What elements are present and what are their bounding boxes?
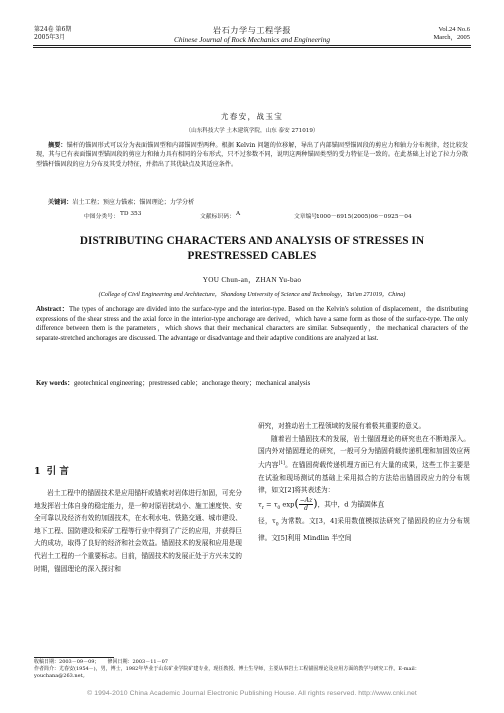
- formula-paren-open: (: [294, 497, 299, 510]
- section-heading: [34, 463, 69, 477]
- formula-exp: exp: [280, 500, 295, 509]
- intro-p2-part-a: 随着岩土锚固技术的发展，岩土锚固理论的研究也在不断地深入。国内外对锚固理论的研究，一般可分为锚固荷载传递机理和加固效应两大内容: [258, 434, 470, 470]
- formula-eq: = τ: [263, 500, 278, 509]
- copyright-notice: © 1994-2010 China Academic Journal Electronic Publishing House. All rights reserved. http://www.cnki.net: [87, 690, 417, 697]
- header-right: [434, 26, 470, 42]
- abstract-cn: [36, 141, 468, 169]
- footnote: [34, 659, 470, 681]
- citation-1: [1]: [278, 460, 285, 466]
- section-title: 引 言: [46, 466, 69, 477]
- header-month: March，2005: [433, 34, 470, 41]
- formula-numerator: −Az: [299, 496, 313, 504]
- keywords-cn-text: 岩土工程；预应力锚索；锚固理论；力学分析: [72, 199, 195, 206]
- right-column: [258, 420, 470, 545]
- paper-title-en-line1: DISTRIBUTING CHARACTERS AND ANALYSIS OF STRESSES IN: [79, 235, 425, 247]
- abstract-cn-text: 锚杆的锚固形式可以分为表面锚固型和内部锚固型两种。根据 Kelvin 问题的位移解，导出了内部锚固型锚固段的剪应力和轴力分布规律，经比较发现，其与已有表面锚固型锚固段的剪应力和轴力具有相同的分布形式，只不过参数不同，说明这两种锚固类型的受力特征是一致的。在此基础上讨论了拉力分散型锚杆锚固段的应力分布及其受力特征，并指出了其优缺点及其适应条件。: [36, 142, 469, 168]
- authors-cn: 尤春安，战玉宝: [220, 112, 284, 121]
- formula-paren-close: ): [313, 497, 318, 510]
- formula-sub-0: 0: [277, 505, 281, 511]
- header-journal: [0, 25, 504, 44]
- paper-title-en: [0, 234, 504, 264]
- formula-sub-r: r: [261, 505, 264, 511]
- abstract-en: [36, 305, 468, 343]
- header-rule-thin: [33, 47, 471, 48]
- intro-p2-sub: 0: [275, 522, 279, 528]
- doc-code-label: 文献标识码：: [200, 214, 235, 220]
- clc-label: 中图分类号：: [84, 214, 119, 220]
- abstract-en-text: The types of anchorage are divided into the surface-type and the interior-type. Based on the Kelvin's solution of displacement，the distributing expressions of the shear stress and the axial force in the interior-type anchorage are derived，which have a same form as those of the surface-type. The only difference between them is the parameters，which shows that their mechanical characters are similar. Subsequently，the mechanical characters of the separate-stretched anchorages are discussed. The advantage or disadvantage and their adaptive conditions are analyzed at last.: [36, 306, 468, 342]
- formula-denominator: d: [304, 504, 308, 512]
- keywords-en-label: Key words：: [36, 380, 74, 387]
- paper-title-en-line2: PRESTRESSED CABLES: [187, 250, 317, 262]
- affiliation-en: (College of Civil Engineering and Architecture，Shandong University of Science and Technology，Tai'an 271019，China): [98, 291, 406, 298]
- doc-code-value: A: [236, 211, 241, 217]
- revised-label: 修回日期：: [107, 659, 133, 665]
- keywords-en-text: geotechnical engineering；prestressed cable；anchorage theory；mechanical analysis: [73, 380, 311, 387]
- keywords-en: [36, 379, 468, 389]
- journal-title-cn: 岩石力学与工程学报: [212, 25, 292, 35]
- header-rule: [33, 45, 471, 46]
- formula-fraction: [299, 497, 314, 512]
- intro-p2-part-b: 。在锚固荷载传递机理方面已有大量的成果，这些工作主要是在试验和现场测试的基础上采用拟合的方法给出锚固段应力的分布规律，如文[2]将其表述为：: [258, 461, 470, 495]
- intro-paragraph-2: [258, 433, 470, 497]
- header-date: 2005年3月: [34, 34, 66, 41]
- intro-paragraph-1-cont: 研究，对推动岩土工程领域的发展有着极其重要的意义。: [258, 422, 426, 430]
- formula-tail: ，其中，d 为锚固体直: [317, 500, 385, 509]
- header-vol-no: Vol.24 No.6: [438, 26, 470, 33]
- article-id-value: 1000－6915(2005)06－0925－04: [316, 214, 412, 220]
- keywords-cn: [48, 197, 194, 206]
- intro-p2-part-d: 为常数。文[3，4]采用数值模拟法研究了锚固段的应力分布规律。文[5]利用 Mindlin 半空间: [258, 517, 470, 543]
- affiliation-cn: （山东科技大学 土木建筑学院，山东 泰安 271019）: [185, 128, 319, 134]
- formula-line: [258, 497, 470, 515]
- author-bio: 作者简介：尤春安(1954－)，男，博士，1982年毕业于山东矿业学院矿建专业，现任教授、博士生导师，主要从事岩土工程锚固理论及应用方面的教学与研究工作。E-mail：youchana@263.net。: [34, 666, 420, 680]
- received-date: 2003－09－09；: [59, 659, 100, 665]
- journal-title-en: Chinese Journal of Rock Mechanics and Engineering: [173, 35, 331, 44]
- formula-tau: τ: [258, 500, 262, 509]
- revised-date: 2003－11－07: [132, 659, 168, 665]
- article-id-label: 文章编号：: [294, 214, 323, 220]
- abstract-cn-label: 摘要：: [48, 142, 67, 149]
- left-column: [34, 487, 242, 575]
- abstract-en-label: Abstract：: [36, 306, 69, 313]
- section-number: 1: [34, 466, 41, 477]
- intro-p2-part-c: 径，τ: [258, 517, 276, 526]
- received-label: 收稿日期：: [34, 659, 60, 665]
- header-volume-issue: 第24卷 第6期: [34, 26, 72, 33]
- intro-paragraph-2-end: [258, 515, 470, 545]
- clc-value: TD 353: [120, 211, 142, 217]
- intro-paragraph-1: 岩土工程中的锚固技术是应用锚杆或锚索对岩体进行加固，可充分地发挥岩土体自身的稳定能力，是一种对原岩扰动小、施工速度快、安全可靠以及经济有效的加固技术，在水利水电、铁路交通、城市建设、地下工程、国防建设和采矿工程等行业中得到了广泛的应用，并获得巨大的成功，取得了良好的经济和社会效益。锚固技术的发展和应用是现代岩土工程的一个重要标志。目前，锚固技术的发展正处于方兴未艾的时期，锚固理论的深入探讨和: [34, 489, 242, 573]
- footnote-rule: [34, 657, 114, 658]
- keywords-cn-label: 关键词：: [48, 199, 73, 206]
- authors-en: YOU Chun-an，ZHAN Yu-bao: [202, 276, 302, 284]
